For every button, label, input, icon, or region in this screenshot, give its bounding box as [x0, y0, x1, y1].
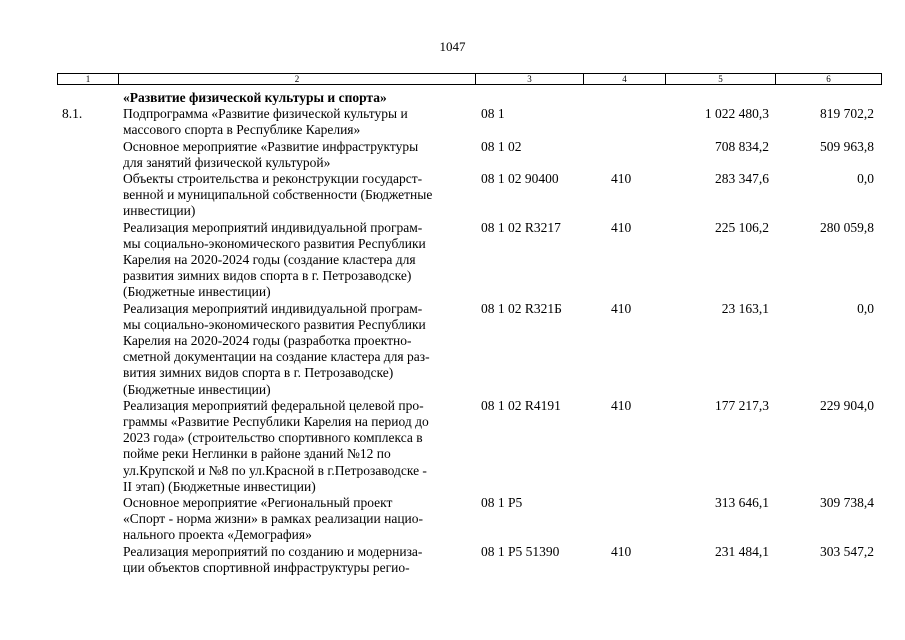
description-line: Основное мероприятие «Региональный проект	[123, 494, 393, 510]
table-row	[0, 220, 905, 301]
expense-type: 410	[611, 397, 632, 413]
amount-col-5: 283 347,6	[715, 170, 769, 186]
row-description	[123, 171, 475, 220]
row-description	[123, 301, 475, 398]
table-body	[0, 90, 905, 576]
row-description	[123, 495, 475, 544]
amount-col-6: 0,0	[857, 170, 874, 186]
amount-col-6: 303 547,2	[820, 543, 874, 559]
header-col-3: 3	[476, 74, 584, 84]
description-line: мы социально-экономического развития Республики	[123, 235, 426, 251]
description-line: Карелия на 2020-2024 годы (создание кластера для	[123, 251, 416, 267]
description-line: вития зимних видов спорта в г. Петрозаводске)	[123, 365, 394, 381]
table-row	[0, 171, 905, 220]
expense-type: 410	[611, 219, 632, 235]
expense-type: 410	[611, 543, 632, 559]
description-line: Реализация мероприятий федеральной целевой про-	[123, 397, 424, 413]
description-line: ул.Крупской и №8 по ул.Красной в г.Петрозаводске -	[123, 462, 427, 478]
description-line: (Бюджетные инвестиции)	[123, 381, 271, 397]
description-line: «Развитие физической культуры и спорта»	[123, 90, 387, 105]
description-line: II этап) (Бюджетные инвестиции)	[123, 478, 316, 494]
budget-code: 08 1 02 90400	[481, 170, 559, 186]
amount-col-5: 177 217,3	[715, 397, 769, 413]
amount-col-5: 225 106,2	[715, 219, 769, 235]
description-line: граммы «Развитие Республики Карелия на период до	[123, 413, 429, 429]
amount-col-5: 708 834,2	[715, 138, 769, 154]
description-line: 2023 года» (строительство спортивного комплекса в	[123, 430, 423, 446]
description-line: нального проекта «Демография»	[123, 527, 312, 543]
table-row	[0, 90, 905, 106]
header-col-6: 6	[776, 74, 882, 84]
table-row	[0, 544, 905, 576]
table-row	[0, 139, 905, 171]
description-line: пойме реки Неглинки в районе зданий №12 по	[123, 446, 391, 462]
description-line: Реализация мероприятий индивидуальной програм-	[123, 300, 423, 316]
page-number: 1047	[439, 39, 466, 54]
row-number: 8.1.	[62, 106, 83, 122]
budget-code: 08 1 02 R3217	[481, 219, 561, 235]
description-line: инвестиции)	[123, 203, 196, 219]
budget-code: 08 1 P5 51390	[481, 543, 560, 559]
description-line: (Бюджетные инвестиции)	[123, 284, 271, 300]
description-line: Реализация мероприятий индивидуальной програм-	[123, 219, 423, 235]
row-description	[123, 398, 475, 495]
table-row	[0, 301, 905, 398]
header-col-4: 4	[584, 74, 666, 84]
table-row	[0, 495, 905, 544]
row-description	[123, 544, 475, 576]
budget-code: 08 1 02	[481, 138, 522, 154]
description-line: Реализация мероприятий по созданию и модерниза-	[123, 543, 423, 559]
description-line: массового спорта в Республике Карелия»	[123, 122, 361, 138]
description-line: «Спорт - норма жизни» в рамках реализации нацио-	[123, 511, 424, 527]
amount-col-5: 313 646,1	[715, 494, 769, 510]
amount-col-6: 280 059,8	[820, 219, 874, 235]
description-line: сметной документации на создание кластера для раз-	[123, 349, 430, 365]
amount-col-6: 819 702,2	[820, 106, 874, 122]
amount-col-6: 309 738,4	[820, 494, 874, 510]
description-line: ции объектов спортивной инфраструктуры регио-	[123, 559, 410, 575]
amount-col-5: 1 022 480,3	[704, 106, 769, 122]
table-row	[0, 106, 905, 138]
amount-col-5: 231 484,1	[715, 543, 769, 559]
description-line: для занятий физической культурой»	[123, 154, 331, 170]
amount-col-6: 509 963,8	[820, 138, 874, 154]
budget-code: 08 1 02 R321Б	[481, 300, 562, 316]
description-line: Объекты строительства и реконструкции государст-	[123, 170, 423, 186]
budget-code: 08 1 P5	[481, 494, 523, 510]
header-col-5: 5	[666, 74, 776, 84]
table-header	[57, 73, 882, 85]
row-description	[123, 139, 475, 171]
expense-type: 410	[611, 300, 632, 316]
description-line: мы социально-экономического развития Республики	[123, 316, 426, 332]
amount-col-6: 229 904,0	[820, 397, 874, 413]
amount-col-6: 0,0	[857, 300, 874, 316]
description-line: венной и муниципальной собственности (Бюджетные	[123, 187, 433, 203]
budget-code: 08 1	[481, 106, 505, 122]
description-line: развития зимних видов спорта в г. Петрозаводске)	[123, 268, 412, 284]
header-col-2: 2	[119, 74, 476, 84]
description-line: Карелия на 2020-2024 годы (разработка проектно-	[123, 332, 412, 348]
budget-code: 08 1 02 R4191	[481, 397, 561, 413]
row-description	[123, 90, 475, 106]
row-description	[123, 106, 475, 138]
description-line: Основное мероприятие «Развитие инфраструктуры	[123, 138, 419, 154]
expense-type: 410	[611, 170, 632, 186]
description-line: Подпрограмма «Развитие физической культуры и	[123, 106, 408, 122]
table-row	[0, 398, 905, 495]
header-col-1: 1	[58, 74, 119, 84]
row-description	[123, 220, 475, 301]
amount-col-5: 23 163,1	[721, 300, 769, 316]
